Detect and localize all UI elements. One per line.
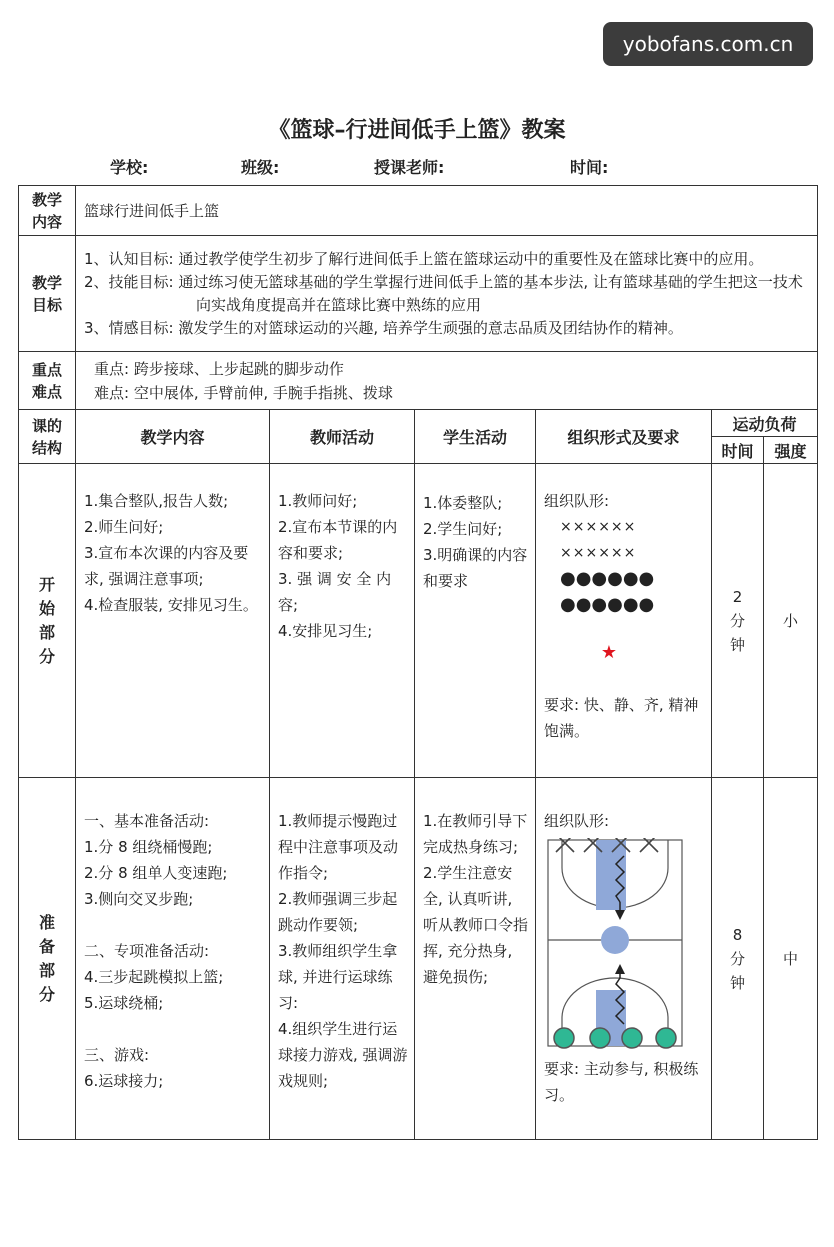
section-prep-content: 一、基本准备活动: 1.分 8 组绕桶慢跑; 2.分 8 组单人变速跑; 3.侧向交叉步跑; 二、专项准备活动: 4.三步起跳模拟上篮; 5.运球绕桶; 三、游戏: 6.运球接力;: [76, 778, 270, 1140]
goal-affective: 3、情感目标: 激发学生的对篮球运动的兴趣, 培养学生顽强的意志品质及团结协作的精神。: [84, 318, 683, 337]
section-start-row: [19, 464, 818, 778]
col-load-time: 时间: [712, 437, 764, 464]
watermark: yobofans.com.cn: [603, 22, 813, 66]
col-content: 教学内容: [76, 410, 270, 464]
column-header-row: [19, 410, 818, 437]
basketball-court-diagram: [544, 838, 686, 1050]
teacher-field: 授课老师:: [374, 158, 445, 177]
formation-row-dot: ●●●●●●: [560, 568, 655, 589]
center-circle: [601, 926, 629, 954]
org-requirement: 要求: 快、静、齐, 精神饱满。: [544, 696, 699, 740]
keypoints-row: [19, 352, 818, 410]
section-prep-row: [19, 778, 818, 1140]
arrow-up-icon: [615, 964, 625, 974]
col-organization: 组织形式及要求: [536, 410, 712, 464]
formation-row-dot: ●●●●●●: [560, 594, 655, 615]
section-prep-student: 1.在教师引导下完成热身练习; 2.学生注意安全, 认真听讲, 听从教师口令指挥, 充分热身, 避免损伤;: [415, 778, 536, 1140]
section-prep-teacher: 1.教师提示慢跑过程中注意事项及动作指令; 2.教师强调三步起跳动作要领; 3.教师组织学生拿球, 并进行运球练习: 4.组织学生进行运球接力游戏, 强调游戏规则;: [270, 778, 415, 1140]
section-prep-organization: [536, 778, 712, 1140]
col-load-intensity: 强度: [764, 437, 818, 464]
col-student: 学生活动: [415, 410, 536, 464]
col-teacher: 教师活动: [270, 410, 415, 464]
keypoints-value: [76, 352, 818, 410]
org-title: 组织队形:: [544, 812, 610, 830]
header-fields: [0, 155, 834, 177]
goal-skill: 2、技能目标: 通过练习使无篮球基础的学生掌握行进间低手上篮的基本步法, 让有篮球基础的学生把这一技术向实战角度提高并在篮球比赛中熟练的应用: [84, 272, 803, 314]
class-field: 班级:: [241, 158, 280, 177]
formation-row-cross: ××××××: [560, 545, 637, 561]
section-start-teacher: 1.教师问好; 2.宣布本节课的内容和要求; 3. 强 调 安 全 内容; 4.安排见习生;: [270, 464, 415, 778]
col-structure: 课的 结构: [19, 410, 76, 464]
content-row: [19, 186, 818, 236]
goals-row: [19, 236, 818, 352]
goals-list: [76, 236, 818, 352]
section-start-organization: [536, 464, 712, 778]
section-prep-intensity: 中: [764, 778, 818, 1140]
content-value: 篮球行进间低手上篮: [76, 186, 818, 236]
col-load: 运动负荷: [712, 410, 818, 437]
teacher-star-icon: ★: [600, 642, 618, 663]
content-label: 教学 内容: [19, 186, 76, 236]
section-start-name: 开 始 部 分: [19, 464, 76, 778]
org-requirement: 要求: 主动参与, 积极练习。: [544, 1060, 699, 1104]
org-title: 组织队形:: [544, 492, 610, 510]
keypoints-label: 重点 难点: [19, 352, 76, 410]
section-start-intensity: 小: [764, 464, 818, 778]
difficulty-point: 难点: 空中展体, 手臂前伸, 手腕手指挑、拨球: [94, 383, 393, 402]
page-title: 《篮球–行进间低手上篮》教案: [268, 118, 566, 143]
section-start-content: 1.集合整队,报告人数; 2.师生问好; 3.宣布本次课的内容及要求, 强调注意事项; 4.检查服装, 安排见习生。: [76, 464, 270, 778]
key-point: 重点: 跨步接球、上步起跳的脚步动作: [94, 359, 344, 378]
goals-label: 教学 目标: [19, 236, 76, 352]
section-start-student: 1.体委整队; 2.学生问好; 3.明确课的内容和要求: [415, 464, 536, 778]
lesson-plan-table: [18, 185, 818, 1140]
section-prep-name: 准 备 部 分: [19, 778, 76, 1140]
time-field: 时间:: [570, 158, 609, 177]
arrow-down-icon: [615, 910, 625, 920]
section-start-time: 2 分 钟: [712, 464, 764, 778]
section-prep-time: 8 分 钟: [712, 778, 764, 1140]
formation-row-cross: ××××××: [560, 519, 637, 535]
goal-cognitive: 1、认知目标: 通过教学使学生初步了解行进间低手上篮在篮球运动中的重要性及在篮球比赛中的应用。: [84, 249, 764, 268]
school-field: 学校:: [110, 158, 149, 177]
